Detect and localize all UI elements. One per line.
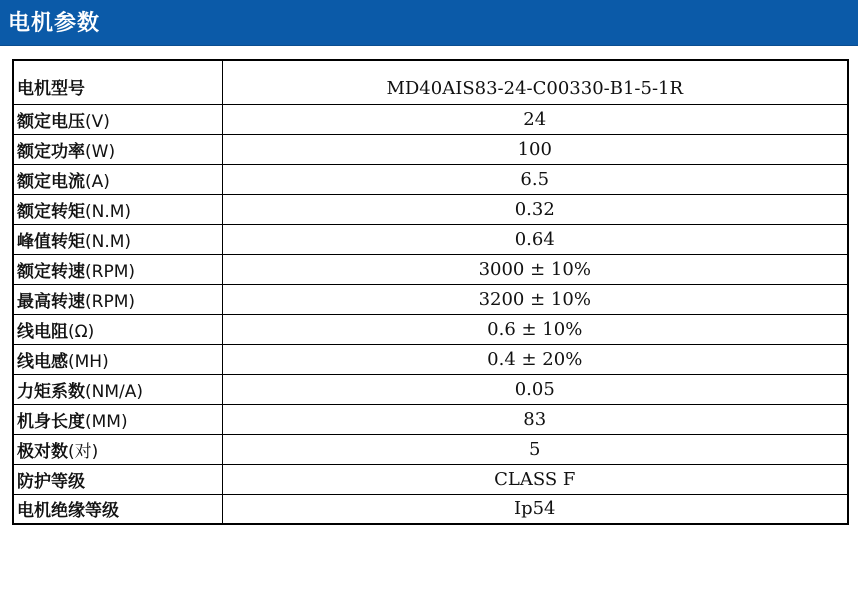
param-unit: (MH) (68, 351, 109, 372)
param-label (13, 134, 222, 164)
param-unit: (N.M) (85, 231, 132, 252)
param-label (13, 494, 222, 524)
param-name: 最高转速 (17, 291, 85, 312)
param-name: 额定功率 (17, 141, 85, 162)
param-name: 额定转矩 (17, 201, 85, 222)
param-name: 线电感 (17, 351, 68, 372)
param-name: 峰值转矩 (17, 231, 85, 252)
table-row (13, 134, 848, 164)
table-row (13, 104, 848, 134)
param-label (13, 434, 222, 464)
param-unit: (RPM) (85, 291, 135, 312)
param-label (13, 344, 222, 374)
param-value: 6.5 (222, 164, 848, 194)
param-value: MD40AIS83-24-C00330-B1-5-1R (222, 60, 848, 104)
param-label (13, 224, 222, 254)
param-name: 电机型号 (17, 78, 85, 99)
param-name: 额定电压 (17, 111, 85, 132)
section-header (0, 0, 858, 46)
param-value: 0.4 ± 20% (222, 344, 848, 374)
param-value: 83 (222, 404, 848, 434)
param-unit: (N.M) (85, 201, 132, 222)
param-label (13, 60, 222, 104)
param-name: 额定电流 (17, 171, 85, 192)
param-name: 机身长度 (17, 411, 85, 432)
param-label (13, 254, 222, 284)
table-row (13, 284, 848, 314)
param-value: 0.64 (222, 224, 848, 254)
table-row (13, 464, 848, 494)
param-unit: (Ω) (68, 321, 95, 342)
param-label (13, 194, 222, 224)
param-label (13, 314, 222, 344)
param-unit: (MM) (85, 411, 128, 432)
param-name: 防护等级 (17, 471, 85, 492)
param-label (13, 164, 222, 194)
section-title: 电机参数 (8, 11, 101, 36)
param-value: 100 (222, 134, 848, 164)
param-label (13, 374, 222, 404)
table-row (13, 164, 848, 194)
param-label (13, 404, 222, 434)
param-value: 24 (222, 104, 848, 134)
param-unit: (A) (85, 171, 110, 192)
param-value: 3000 ± 10% (222, 254, 848, 284)
param-unit: (W) (85, 141, 116, 162)
param-unit: (对) (68, 441, 99, 462)
param-unit: (RPM) (85, 261, 135, 282)
param-label (13, 104, 222, 134)
param-name: 额定转速 (17, 261, 85, 282)
param-label (13, 284, 222, 314)
table-row (13, 60, 848, 104)
param-unit: (V) (85, 111, 110, 132)
param-unit: (NM/A) (85, 381, 144, 402)
table-row (13, 404, 848, 434)
param-name: 电机绝缘等级 (17, 501, 119, 522)
table-row (13, 314, 848, 344)
table-row (13, 374, 848, 404)
param-name: 极对数 (17, 441, 68, 462)
param-value: 3200 ± 10% (222, 284, 848, 314)
param-value: 0.6 ± 10% (222, 314, 848, 344)
param-value: 5 (222, 434, 848, 464)
table-row (13, 254, 848, 284)
table-row (13, 194, 848, 224)
param-name: 力矩系数 (17, 381, 85, 402)
param-value: CLASS F (222, 464, 848, 494)
table-row (13, 434, 848, 464)
motor-parameters-table (12, 59, 849, 525)
param-value: 0.32 (222, 194, 848, 224)
table-row (13, 224, 848, 254)
table-row (13, 494, 848, 524)
param-value: 0.05 (222, 374, 848, 404)
table-row (13, 344, 848, 374)
param-label (13, 464, 222, 494)
param-value: Ip54 (222, 494, 848, 524)
param-name: 线电阻 (17, 321, 68, 342)
